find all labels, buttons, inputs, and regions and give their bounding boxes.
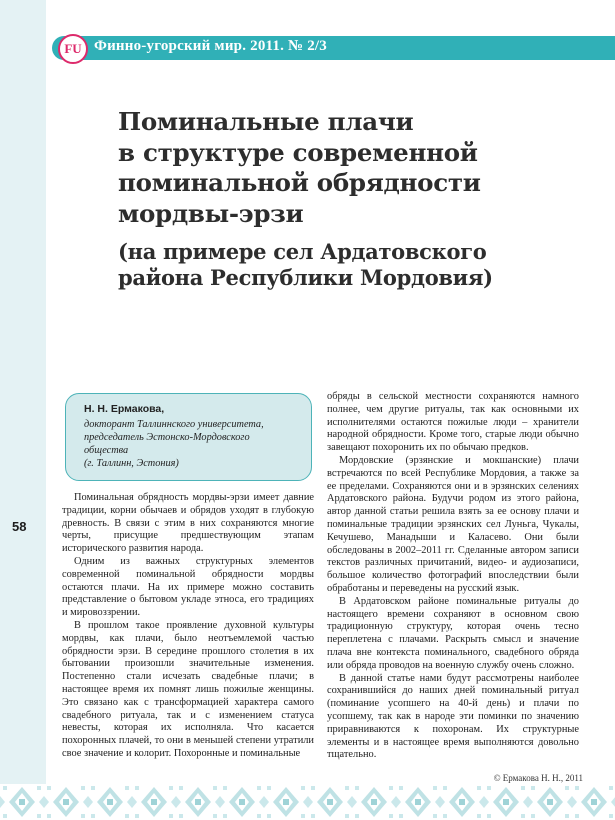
author-name: Н. Н. Ермакова,	[84, 403, 165, 415]
folk-ornament-border-icon	[0, 784, 615, 820]
author-affiliation: общества	[84, 445, 129, 456]
left-margin-strip	[0, 0, 46, 820]
subtitle-line: района Республики Мордовия)	[118, 265, 493, 290]
paragraph: В данной статье нами будут рассмотрены наиболее сохранившийся до наших дней поминальный ритуал (поминание усопшего на 40-й день) и плачи по усопшему, так как в народе эти поминки по значению приравниваются к похоронам. Их структурные элементы и в настоящее время выполняются довольно тщательно.	[327, 672, 579, 761]
title-line: поминальной обрядности	[118, 168, 481, 197]
author-affiliation: доктoрант Таллиннского университета,	[84, 419, 264, 430]
paragraph: В прошлом такое проявление духовной культуры мордвы, как плачи, было неотъемлемой частью обрядности эрзи. В середине прошлого столетия в их бытовании произошли значительные изменения. Постепенно стали исчезать свадебные плачи; в настоящее время их помнят лишь пожилые женщины. Это связано как с трансформацией характера самого свадебного ритуала, так и с изменением статуса невесты, которая их исполняла. Что касается похоронных плачей, то они в меньшей степени утратили свое значение и колорит. Похоронные и поминальные	[62, 619, 314, 759]
paragraph: Поминальная обрядность мордвы-эрзи имеет давние традиции, корни обычаев и обрядов уходят в глубокую древность. В связи с этим в них сохраняются многие черты, присущие предшествующим этапам исторического развития народа.	[62, 492, 314, 555]
journal-logo-icon: FU	[58, 34, 88, 64]
journal-title: Финно-угорский мир. 2011. № 2/3	[94, 38, 327, 54]
body-column-right	[327, 391, 579, 762]
title-line: мордвы-эрзи	[118, 198, 304, 228]
copyright-notice: © Ермакова Н. Н., 2011	[493, 773, 583, 783]
paragraph: Одним из важных структурных элементов современной поминальной обрядности мордвы остаются плачи. На их примере можно составить представление о бытовом укладе этноса, его традициях и мировоззрении.	[62, 555, 314, 619]
author-affiliation: председатель Эстонско-Мордовского	[84, 432, 250, 443]
paragraph: обряды в сельской местности сохраняются намного полнее, чем другие ритуалы, так как основными их исполнителями остаются пожилые люди – хранители народной обрядности. Кроме того, старые люди обычно завещают похоронить их по обычаю предков.	[327, 391, 579, 454]
title-line: Поминальные плачи	[118, 107, 414, 136]
page-number: 58	[12, 519, 27, 534]
author-location: (г. Таллинн, Эстония)	[84, 458, 179, 469]
subtitle-line: (на примере сел Ардатовского	[118, 239, 487, 264]
paragraph: В Ардатовском районе поминальные ритуалы до настоящего времени сохраняют в основном свою традиционную структуру, которая очень тесно переплетена с плачами. Раскрыть смысл и значение плача вне контекста поминального, свадебного обряда или обряда проводов на военную службу очень сложно.	[327, 595, 579, 671]
title-line: в структуре современной	[118, 137, 478, 167]
author-info-box	[65, 393, 312, 481]
article-subtitle	[118, 239, 588, 291]
paragraph: Мордовские (эрзянские и мокшанские) плачи встречаются по всей Республике Мордовия, а также за ее пределами. Сохраняются они и в эрзянских селениях Ардатовского района. Будучи родом из этого района, автор данной статьи решила взять за ее основу плачи и поминальные традиции эрзянских сел Луньга, Чукалы, Кечушево, Манадыши и Каласево. Они были обследованы в 2002–2011 гг. Сделанные автором записи текстов различных причитаний, видео- и аудиозаписи, большое количество фотографий впоследствии были обработаны и переведены на русский язык.	[327, 454, 579, 594]
body-column-left	[62, 492, 314, 761]
article-title	[118, 107, 588, 291]
